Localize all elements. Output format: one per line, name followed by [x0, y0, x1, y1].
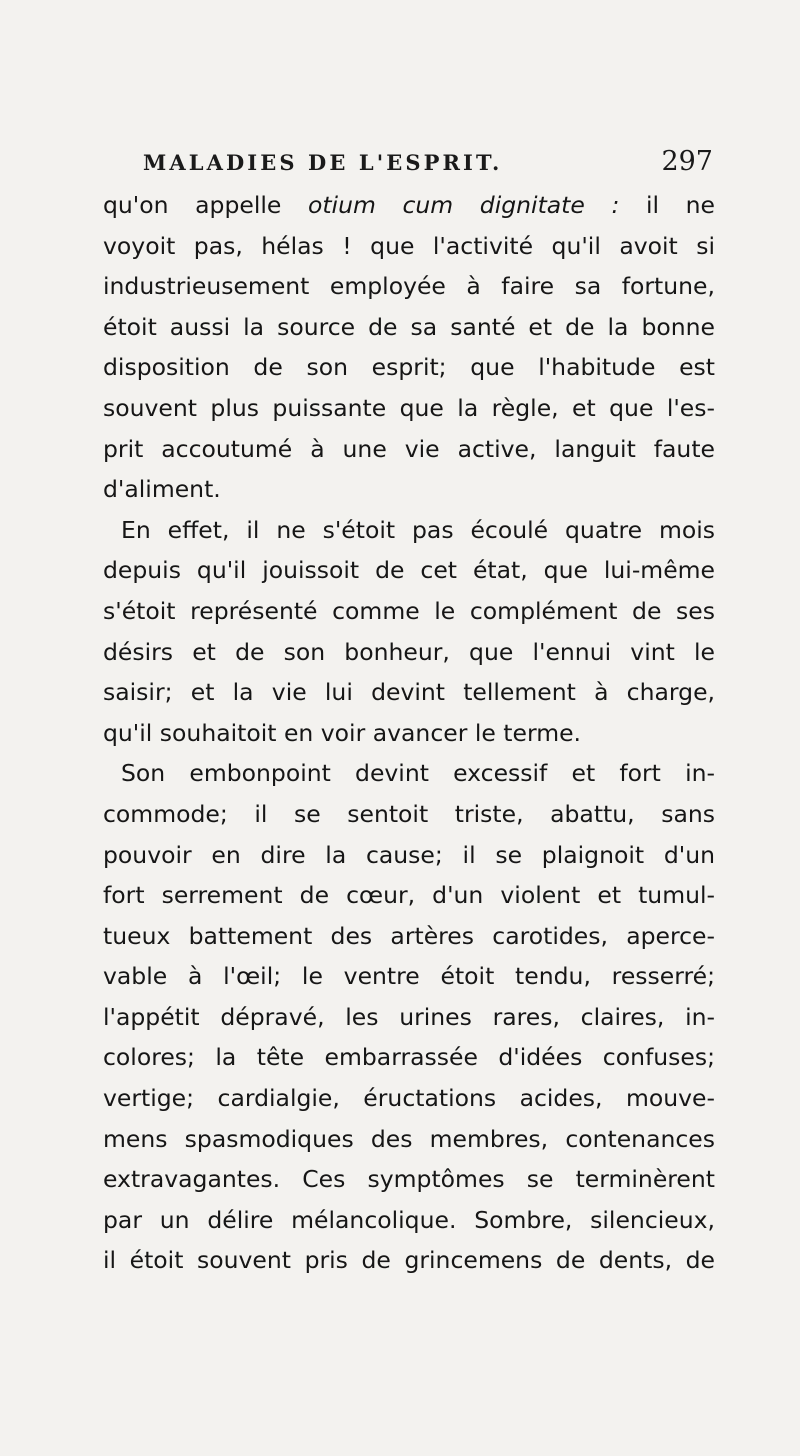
text-line: fort serrement de cœur, d'un violent et tumul-	[103, 881, 715, 910]
running-head	[143, 146, 713, 180]
text-line: par un délire mélancolique. Sombre, silencieux,	[103, 1205, 715, 1234]
text-line-segment: il ne	[619, 191, 716, 219]
text-line: l'appétit dépravé, les urines rares, claires, in-	[103, 1002, 715, 1031]
paragraph-start: Son embonpoint devint excessif et fort in-	[121, 759, 715, 788]
text-line-segment: qu'on appelle	[103, 191, 308, 219]
text-line: extravagantes. Ces symptômes se terminèrent	[103, 1165, 715, 1194]
text-line: disposition de son esprit; que l'habitude est	[103, 353, 715, 382]
text-line: vertige; cardialgie, éructations acides, mouve-	[103, 1084, 715, 1113]
text-line: prit accoutumé à une vie active, languit faute	[103, 434, 715, 463]
text-line: commode; il se sentoit triste, abattu, sans	[103, 799, 715, 828]
text-line: étoit aussi la source de sa santé et de la bonne	[103, 312, 715, 341]
running-title: MALADIES DE L'ESPRIT.	[143, 150, 503, 175]
text-line: d'aliment.	[103, 475, 221, 504]
text-line: désirs et de son bonheur, que l'ennui vint le	[103, 637, 715, 666]
text-line: industrieusement employée à faire sa fortune,	[103, 272, 715, 301]
text-line: s'étoit représenté comme le complément de ses	[103, 596, 715, 625]
text-line: depuis qu'il jouissoit de cet état, que lui-même	[103, 556, 715, 585]
text-line: tueux battement des artères carotides, aperce-	[103, 921, 715, 950]
text-line: qu'il souhaitoit en voir avancer le terme.	[103, 718, 582, 747]
text-line	[103, 185, 715, 226]
text-line: il étoit souvent pris de grincemens de dents, de	[103, 1246, 715, 1275]
text-line: vable à l'œil; le ventre étoit tendu, resserré;	[103, 962, 715, 991]
text-line: saisir; et la vie lui devint tellement à charge,	[103, 678, 715, 707]
paragraph-start: En effet, il ne s'étoit pas écoulé quatre mois	[121, 515, 715, 544]
text-line: souvent plus puissante que la règle, et que l'es-	[103, 393, 715, 422]
page-number: 297	[661, 146, 713, 177]
text-line: pouvoir en dire la cause; il se plaignoit d'un	[103, 840, 715, 869]
text-line: mens spasmodiques des membres, contenances	[103, 1124, 715, 1153]
text-line: voyoit pas, hélas ! que l'activité qu'il avoit si	[103, 231, 715, 260]
body-text	[103, 185, 715, 1281]
latin-phrase: otium cum dignitate :	[307, 191, 620, 219]
text-line: colores; la tête embarrassée d'idées confuses;	[103, 1043, 715, 1072]
